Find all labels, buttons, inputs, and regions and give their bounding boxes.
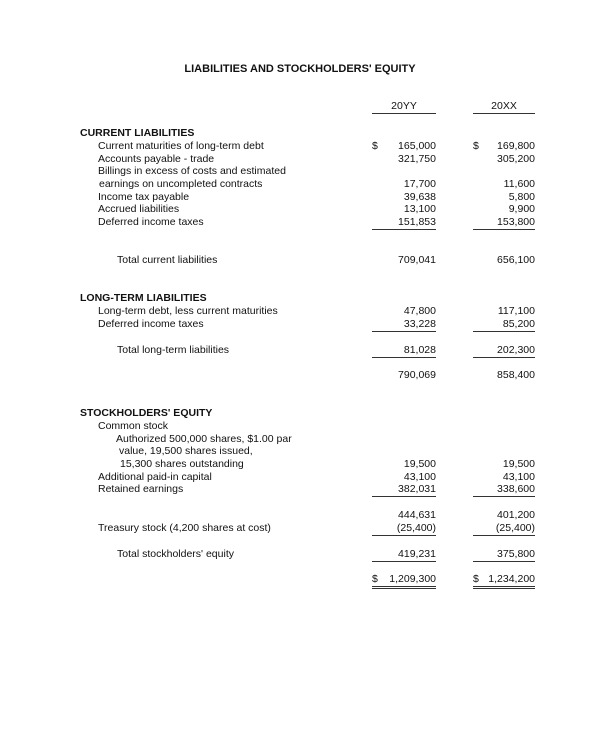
value-20xx: 19,500 <box>502 458 535 470</box>
value-20yy: 81,028 <box>372 344 436 358</box>
dollar-sign: $ <box>473 140 479 152</box>
column-header-row <box>0 100 600 113</box>
value-20yy: 1,209,300 <box>372 573 436 589</box>
section-heading: STOCKHOLDERS' EQUITY <box>80 407 213 419</box>
value-20yy: 39,638 <box>403 191 436 203</box>
row-label: Accounts payable - trade <box>98 153 215 165</box>
value-20yy: 321,750 <box>398 153 436 165</box>
table-row <box>0 369 600 382</box>
row-label: Income tax payable <box>98 191 190 203</box>
value-20xx: 117,100 <box>497 305 535 317</box>
value-20yy: 382,031 <box>372 483 436 497</box>
value-20xx: 43,100 <box>502 471 535 483</box>
dollar-sign: $ <box>473 573 479 585</box>
value-20yy: 17,700 <box>403 178 436 190</box>
row-label: Total long-term liabilities <box>117 344 230 356</box>
table-row <box>0 548 600 561</box>
row-label: Retained earnings <box>98 483 184 495</box>
row-label: 15,300 shares outstanding <box>120 458 244 470</box>
row-label: Current maturities of long-term debt <box>98 140 264 152</box>
value-20xx: 9,900 <box>508 203 535 215</box>
table-row <box>0 305 600 318</box>
row-label: Billings in excess of costs and estimated <box>98 165 286 177</box>
value-20xx: 85,200 <box>473 318 535 332</box>
value-20yy: 790,069 <box>398 369 436 381</box>
table-row <box>0 165 600 178</box>
value-20yy: 47,800 <box>403 305 436 317</box>
value-20xx: 169,800 <box>497 140 535 152</box>
value-20xx: 401,200 <box>497 509 535 521</box>
table-row <box>0 483 600 496</box>
row-label: Common stock <box>98 420 169 432</box>
value-20xx: 656,100 <box>497 254 535 266</box>
row-label: Total current liabilities <box>117 254 218 266</box>
section-heading: CURRENT LIABILITIES <box>80 127 195 139</box>
table-row <box>0 254 600 267</box>
value-20xx: 375,800 <box>473 548 535 562</box>
row-label: value, 19,500 shares issued, <box>119 445 253 457</box>
table-row <box>0 344 600 357</box>
value-20yy: 43,100 <box>403 471 436 483</box>
row-label: Accrued liabilities <box>98 203 180 215</box>
row-label: Long-term debt, less current maturities <box>98 305 278 317</box>
section-heading-row <box>0 127 600 140</box>
value-20xx: 153,800 <box>473 216 535 230</box>
value-20yy: 33,228 <box>372 318 436 332</box>
table-row <box>0 216 600 229</box>
row-label: Total stockholders' equity <box>117 548 234 560</box>
column-header-20xx: 20XX <box>473 100 535 114</box>
table-row <box>0 573 600 586</box>
row-label: Authorized 500,000 shares, $1.00 par <box>116 433 292 445</box>
dollar-sign: $ <box>372 573 378 585</box>
row-label: earnings on uncompleted contracts <box>99 178 263 190</box>
value-20xx: 858,400 <box>497 369 535 381</box>
value-20xx: 11,600 <box>503 178 535 190</box>
section-heading-row <box>0 292 600 305</box>
column-header-20yy: 20YY <box>372 100 436 114</box>
row-label: Treasury stock (4,200 shares at cost) <box>98 522 271 534</box>
table-row <box>0 420 600 433</box>
value-20xx: 305,200 <box>497 153 535 165</box>
table-row <box>0 140 600 153</box>
dollar-sign: $ <box>372 140 378 152</box>
value-20yy: 13,100 <box>403 203 436 215</box>
row-label: Deferred income taxes <box>98 318 204 330</box>
table-row <box>0 178 600 191</box>
row-label: Additional paid-in capital <box>98 471 212 483</box>
value-20xx: 5,800 <box>508 191 535 203</box>
value-20xx: 1,234,200 <box>473 573 535 589</box>
value-20xx: 338,600 <box>473 483 535 497</box>
value-20yy: 419,231 <box>372 548 436 562</box>
table-row <box>0 458 600 471</box>
statement-title: LIABILITIES AND STOCKHOLDERS' EQUITY <box>184 63 416 75</box>
table-row <box>0 509 600 522</box>
value-20xx: (25,400) <box>473 522 535 536</box>
value-20yy: 709,041 <box>398 254 436 266</box>
section-heading-row <box>0 407 600 420</box>
value-20yy: (25,400) <box>372 522 436 536</box>
value-20yy: 444,631 <box>398 509 436 521</box>
row-label: Deferred income taxes <box>98 216 204 228</box>
table-row <box>0 318 600 331</box>
table-row <box>0 522 600 535</box>
value-20yy: 165,000 <box>398 140 436 152</box>
value-20yy: 151,853 <box>372 216 436 230</box>
value-20yy: 19,500 <box>403 458 436 470</box>
value-20xx: 202,300 <box>473 344 535 358</box>
section-heading: LONG-TERM LIABILITIES <box>80 292 207 304</box>
table-row <box>0 203 600 216</box>
table-row <box>0 445 600 458</box>
